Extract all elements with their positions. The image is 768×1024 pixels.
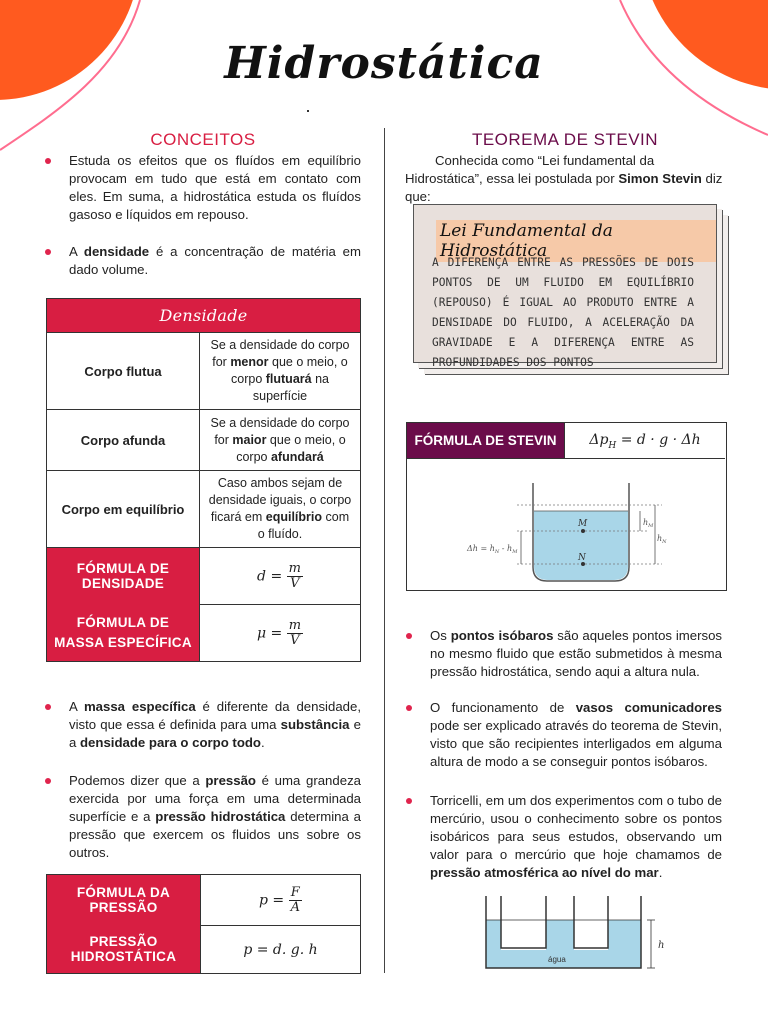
term-densidade: densidade — [83, 244, 150, 259]
pressure-table — [46, 874, 361, 974]
bullet-dot — [45, 704, 51, 710]
formula-density: d = $\frac{m}{V}$ — [200, 548, 361, 605]
bullet-dot — [45, 249, 51, 255]
law-card-heading: Lei Fundamental da Hidrostática — [436, 220, 716, 262]
bullet-dot — [45, 158, 51, 164]
row-desc-afunda: Se a densidade do corpo for maior que o meio, o corpo afundará — [200, 410, 361, 471]
hm-label: $h_M$ — [643, 518, 654, 529]
page-title: Hidrostática — [224, 38, 544, 89]
density-table — [46, 298, 361, 662]
stevin-label: FÓRMULA DE STEVIN — [407, 423, 564, 458]
left-heading: CONCEITOS — [150, 130, 256, 149]
pressure-formula: p = $\frac{F}{A}$ — [201, 875, 361, 926]
density-table-header: Densidade — [47, 299, 361, 333]
hydrostatic-pressure-formula: p = d. g. h — [201, 926, 361, 974]
formula-mass-label: FÓRMULA DE MASSA ESPECÍFICA — [47, 605, 200, 662]
row-label-afunda: Corpo afunda — [47, 410, 200, 471]
point-m — [581, 529, 585, 533]
left-bullet-4: Podemos dizer que a pressão é uma grandeza exercida por uma força em uma determinada superfície e a pressão hidrostática determina a pressão que exercem os fluidos uns sobre os outros. — [69, 772, 361, 862]
right-bullet-2: O funcionamento de vasos comunicadores pode ser explicado através do teorema de Stevin, visto que são recipientes interligados em alguma altura de modo a se conseguir pontos isóbaros. — [430, 699, 722, 771]
formula-mass: μ = $\frac{m}{V}$ — [200, 605, 361, 662]
row-label-flutua: Corpo flutua — [47, 333, 200, 410]
law-card-body: A DIFERENÇA ENTRE AS PRESSÕES DE DOIS PONTOS DE UM FLUIDO EM EQUILÍBRIO (REPOUSO) É IGUAL AO PRODUTO ENTRE A DENSIDADE DO FLUIDO, A ACELERAÇÃO DA GRAVIDADE E A DIFERENÇA ENTRE AS PROFUNDIDADES DOS PONTOS — [432, 256, 694, 369]
bullet-dot — [45, 778, 51, 784]
left-bullet-3: A massa específica é diferente da densidade, visto que essa é definida para uma substância e a densidade para o corpo todo. — [69, 698, 361, 752]
formula-density-label: FÓRMULA DE DENSIDADE — [47, 548, 200, 605]
row-desc-equilibrio: Caso ambos sejam de densidade iguais, o corpo ficará em equilíbrio com o fluído. — [200, 471, 361, 548]
pressure-formula-label: FÓRMULA DA PRESSÃO — [47, 875, 201, 926]
left-bullet-1 — [69, 152, 361, 224]
point-m-label: M — [578, 519, 588, 529]
height-label: h — [658, 940, 665, 951]
right-heading: TEOREMA DE STEVIN — [471, 130, 659, 149]
right-bullet-1: Os pontos isóbaros são aqueles pontos imersos no mesmo fluido que estão submetidos à mesma pressão hidrostática, sendo aqui a altura nula. — [430, 627, 722, 681]
hydrostatic-pressure-label: PRESSÃO HIDROSTÁTICA — [47, 926, 201, 974]
bullet-dot — [406, 705, 412, 711]
left-bullet-2: A densidade é a concentração de matéria em dado volume. — [69, 243, 361, 279]
law-card — [413, 204, 717, 369]
stevin-formula: $\Delta p_H = d \cdot g \cdot \Delta h$ — [589, 432, 701, 451]
column-divider — [384, 128, 385, 973]
bullet-dot — [406, 633, 412, 639]
right-bullet-3: Torricelli, em um dos experimentos com o tubo de mercúrio, usou o conhecimento sobre os pontos isobáricos para seus estudos, observando um valor para o mercúrio que hoje chamamos de pressão atmosférica ao nível do mar. — [430, 792, 722, 882]
stevin-intro: Conhecida como “Lei fundamental da Hidrostática”, essa lei postulada por Simon Stevin diz que: — [405, 153, 723, 204]
delta-h-label: $\Delta h = h_N - h_M$ — [467, 544, 518, 555]
hn-label: $h_N$ — [657, 534, 667, 545]
stevin-diagram — [407, 459, 725, 588]
point-n-label: N — [578, 553, 586, 563]
row-label-equilibrio: Corpo em equilíbrio — [47, 471, 200, 548]
title-mark — [307, 110, 309, 112]
bullet-text: Estuda os efeitos que os fluídos em equilíbrio provocam em tudo que está em contato com eles. Em suma, a hidrostática estuda os fluídos gasoso e líquidos em repouso. — [69, 153, 361, 222]
row-desc-flutua: Se a densidade do corpo for menor que o meio, o corpo flutuará na superfície — [200, 333, 361, 410]
vessels-diagram — [478, 890, 678, 972]
water-label: água — [548, 955, 566, 964]
bullet-dot — [406, 798, 412, 804]
